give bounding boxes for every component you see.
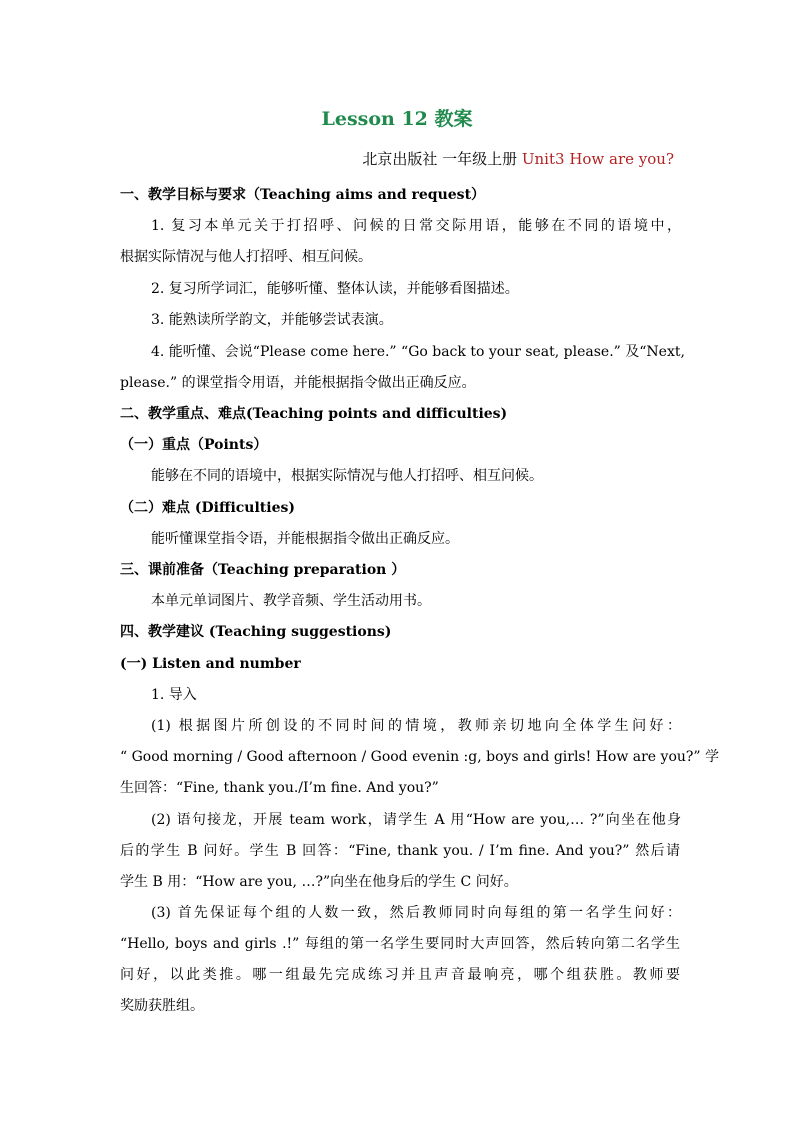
listen-and-number-heading: (一) Listen and number <box>120 656 301 672</box>
step-1-intro: 1. 导入 <box>151 687 197 703</box>
aim-2: 2. 复习所学词汇，能够听懂、整体认读，并能够看图描述。 <box>151 281 519 297</box>
paragraph-1-line-3: 生回答：“Fine, thank you./I’m fine. And you?” <box>120 780 439 796</box>
paragraph-1-line-1: (1) 根据图片所创设的不同时间的情境，教师亲切地向全体学生问好： <box>151 718 681 734</box>
aim-1-line-1: 1. 复习本单元关于打招呼、问候的日常交际用语，能够在不同的语境中， <box>151 218 681 234</box>
section-3-heading: 三、课前准备（Teaching preparation ） <box>120 562 406 578</box>
paragraph-1-line-2: “ Good morning / Good afternoon / Good evenin :g, boys and girls! How are you?” 学 <box>120 749 720 765</box>
paragraph-2-line-2: 后的学生 B 问好。学生 B 回答：“Fine, thank you. / I’m fine. And you?” 然后请 <box>120 843 680 859</box>
unit-text: Unit3 How are you? <box>521 150 674 168</box>
aim-3: 3. 能熟读所学韵文，并能够尝试表演。 <box>151 312 393 328</box>
section-4-heading: 四、教学建议 (Teaching suggestions) <box>120 624 392 640</box>
paragraph-3-line-3: 问好，以此类推。哪一组最先完成练习并且声音最响亮，哪个组获胜。教师要 <box>120 967 680 983</box>
paragraph-3-line-2: “Hello, boys and girls .!” 每组的第一名学生要同时大声回答，然后转向第二名学生 <box>120 936 680 952</box>
preparation-text: 本单元单词图片、教学音频、学生活动用书。 <box>151 593 431 609</box>
difficulties-text: 能听懂课堂指令语，并能根据指令做出正确反应。 <box>151 531 459 547</box>
paragraph-2-line-3: 学生 B 用：“How are you, …?”向坐在他身后的学生 C 问好。 <box>120 874 518 890</box>
paragraph-3-line-1: (3) 首先保证每个组的人数一致，然后教师同时向每组的第一名学生问好： <box>151 905 681 921</box>
document-subtitle <box>362 148 674 170</box>
points-heading: （一）重点（Points） <box>120 437 268 453</box>
points-text: 能够在不同的语境中，根据实际情况与他人打招呼、相互问候。 <box>151 468 543 484</box>
aim-4-line-1: 4. 能听懂、会说“Please come here.” “Go back to your seat, please.” 及“Next, <box>151 344 685 360</box>
section-2-heading: 二、教学重点、难点(Teaching points and difficulties) <box>120 406 508 422</box>
publisher-text: 北京出版社 一年级上册 <box>362 150 522 168</box>
paragraph-3-line-4: 奖励获胜组。 <box>120 998 204 1014</box>
document-title: Lesson 12 教案 <box>321 108 473 130</box>
difficulties-heading: （二）难点 (Difficulties) <box>120 500 295 516</box>
aim-1-line-2: 根据实际情况与他人打招呼、相互问候。 <box>120 249 372 265</box>
paragraph-2-line-1: (2) 语句接龙，开展 team work，请学生 A 用“How are you,… ?”向坐在他身 <box>151 812 681 828</box>
aim-4-line-2: please.” 的课堂指令用语，并能根据指令做出正确反应。 <box>120 375 476 391</box>
section-1-heading: 一、教学目标与要求（Teaching aims and request） <box>120 187 486 203</box>
